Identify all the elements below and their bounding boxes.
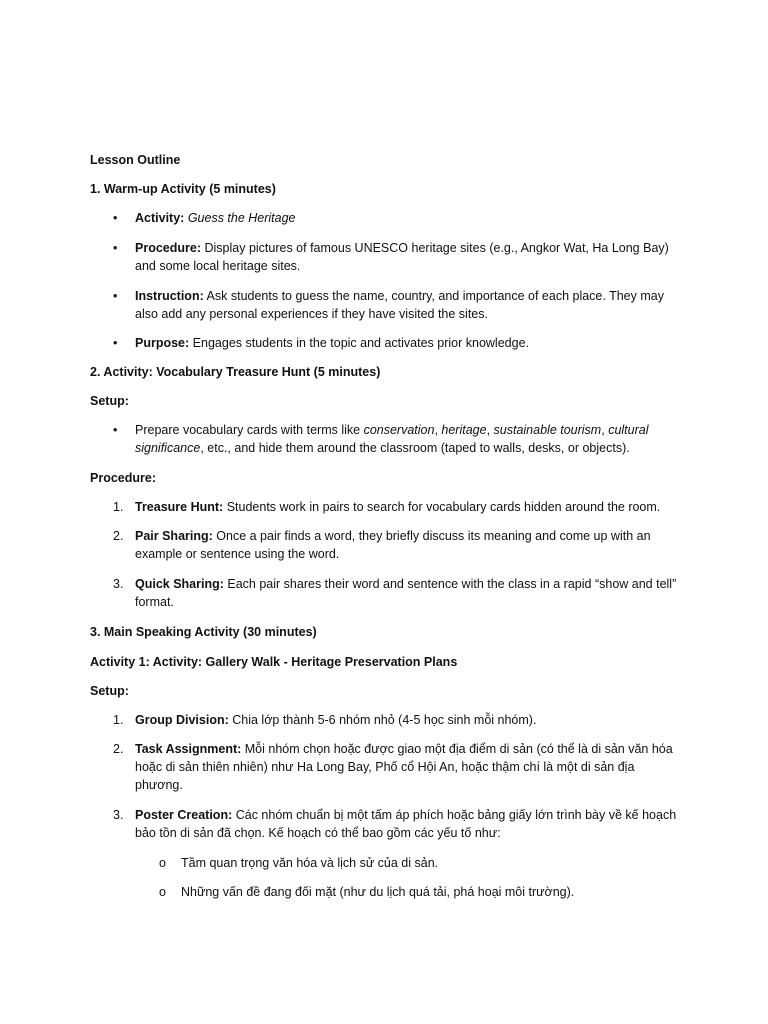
item-text: hoặc di sản thiên nhiên) như Ha Long Bay, Phố cổ Hội An, hoặc thậm chí là một di sản địa: [135, 760, 635, 774]
list-item: [113, 334, 695, 352]
section-3-heading: 3. Main Speaking Activity (30 minutes): [90, 625, 317, 639]
list-item: [113, 740, 695, 794]
item-number: 3.: [113, 577, 124, 591]
item-label: Instruction:: [135, 289, 204, 303]
procedure-heading: Procedure:: [90, 471, 156, 485]
sub-list-item: [159, 883, 575, 901]
item-text: Display pictures of famous UNESCO heritage sites (e.g., Angkor Wat, Ha Long Bay): [204, 241, 669, 255]
item-text: Each pair shares their word and sentence with the class in a rapid “show and tell”: [227, 577, 677, 591]
term: cultural: [608, 423, 649, 437]
setup-heading: Setup:: [90, 684, 129, 698]
item-text: ,: [486, 423, 494, 437]
item-text: phương.: [135, 778, 183, 792]
activity-heading: Activity 1: Activity: Gallery Walk - Heritage Preservation Plans: [90, 655, 458, 669]
item-label: Purpose:: [135, 336, 190, 350]
sub-list-item: [159, 854, 439, 872]
item-text: , etc., and hide them around the classroom (taped to walls, desks, or objects).: [200, 441, 630, 455]
item-label: Activity:: [135, 211, 185, 225]
term: conservation: [363, 423, 435, 437]
item-text: bảo tồn di sản đã chọn. Kế hoạch có thể bao gồm các yếu tố như:: [135, 826, 501, 840]
item-label: Pair Sharing:: [135, 529, 213, 543]
item-label: Task Assignment:: [135, 742, 242, 756]
setup-heading: Setup:: [90, 394, 129, 408]
circle-bullet-icon: o: [159, 856, 166, 870]
item-text: also add any personal experiences if they have visited the sites.: [135, 307, 488, 321]
bullet-icon: •: [113, 211, 118, 225]
item-text: Chia lớp thành 5-6 nhóm nhỏ (4-5 học sinh mỗi nhóm).: [232, 713, 537, 727]
item-text: Once a pair finds a word, they briefly discuss its meaning and come up with an: [216, 529, 651, 543]
item-text: Ask students to guess the name, country, and importance of each place. They may: [206, 289, 664, 303]
term: significance: [135, 441, 201, 455]
item-number: 1.: [113, 500, 124, 514]
sub-item-text: Tầm quan trọng văn hóa và lịch sử của di sản.: [181, 856, 439, 870]
item-number: 1.: [113, 713, 124, 727]
item-text: and some local heritage sites.: [135, 259, 301, 273]
list-item: [113, 527, 695, 563]
list-item: [113, 239, 695, 275]
item-text: ,: [601, 423, 609, 437]
item-label: Quick Sharing:: [135, 577, 224, 591]
list-item: [113, 575, 695, 611]
item-label: Group Division:: [135, 713, 229, 727]
item-number: 3.: [113, 808, 124, 822]
item-number: 2.: [113, 742, 124, 756]
list-item: [113, 209, 695, 227]
item-text: Prepare vocabulary cards with terms like: [135, 423, 364, 437]
item-text: Mỗi nhóm chọn hoặc được giao một địa điểm di sản (có thể là di sản văn hóa: [244, 742, 673, 756]
item-number: 2.: [113, 529, 124, 543]
list-item: [113, 498, 695, 516]
item-text: Engages students in the topic and activates prior knowledge.: [192, 336, 529, 350]
lesson-title: Lesson Outline: [90, 153, 181, 167]
sub-item-text: Những vấn đề đang đối mặt (như du lịch quá tải, phá hoại môi trường).: [181, 885, 575, 899]
item-label: Procedure:: [135, 241, 201, 255]
list-item: [113, 806, 695, 842]
item-label: Treasure Hunt:: [135, 500, 224, 514]
bullet-icon: •: [113, 423, 118, 437]
term: heritage: [441, 423, 487, 437]
bullet-icon: •: [113, 241, 118, 255]
list-item: [113, 287, 695, 323]
bullet-icon: •: [113, 336, 118, 350]
item-text: format.: [135, 595, 174, 609]
bullet-icon: •: [113, 289, 118, 303]
item-text: Students work in pairs to search for vocabulary cards hidden around the room.: [226, 500, 661, 514]
term: sustainable tourism: [493, 423, 602, 437]
item-text: ,: [434, 423, 442, 437]
section-2-heading: 2. Activity: Vocabulary Treasure Hunt (5 minutes): [90, 365, 381, 379]
section-1-heading: 1. Warm-up Activity (5 minutes): [90, 182, 276, 196]
list-item: [113, 711, 695, 729]
list-item: [113, 421, 695, 457]
item-text: Các nhóm chuẩn bị một tấm áp phích hoặc bảng giấy lớn trình bày về kế hoạch: [235, 808, 677, 822]
item-text: example or sentence using the word.: [135, 547, 340, 561]
item-text: Guess the Heritage: [187, 211, 296, 225]
circle-bullet-icon: o: [159, 885, 166, 899]
item-label: Poster Creation:: [135, 808, 233, 822]
